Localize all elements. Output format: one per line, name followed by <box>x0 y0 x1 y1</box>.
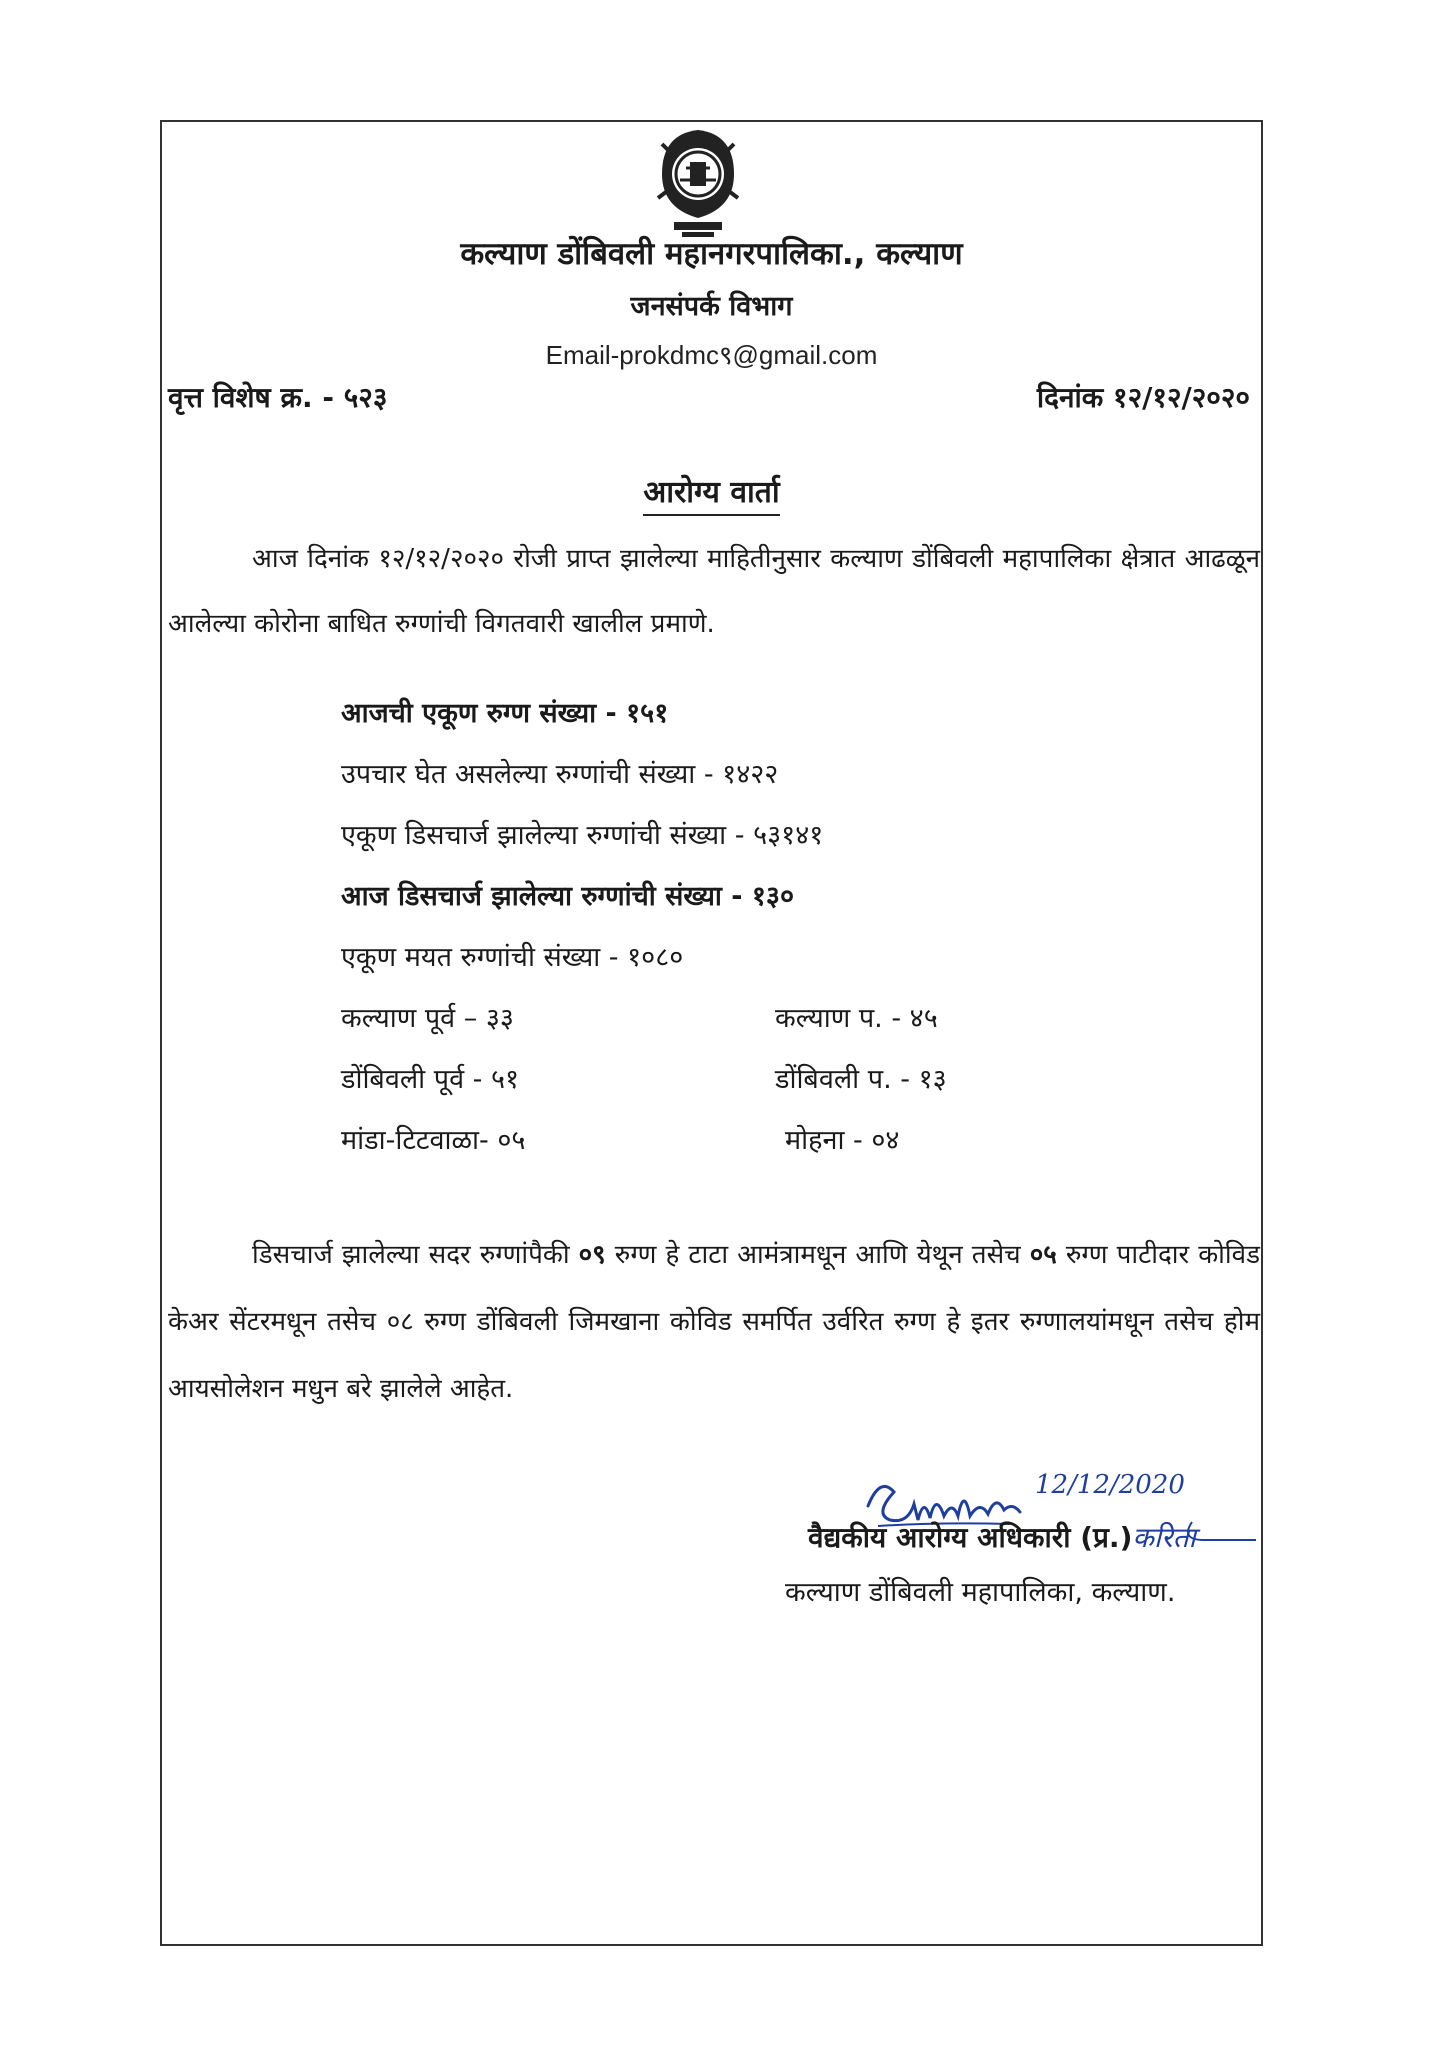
area-kalyan-east: कल्याण पूर्व – ३३ <box>341 1003 514 1034</box>
intro-paragraph: आज दिनांक १२/१२/२०२० रोजी प्राप्त झालेल्या माहितीनुसार कल्याण डोंबिवली महापालिका क्षेत्रात आढळून आलेल्या कोरोना बाधित रुग्णांची विगतवारी खालील प्रमाणे. <box>168 544 1260 639</box>
officer-title-text: वैद्यकीय आरोग्य अधिकारी (प्र.) <box>808 1521 1133 1554</box>
municipal-emblem-icon <box>652 122 744 240</box>
organization-name: कल्याण डोंबिवली महानगरपालिका., कल्याण <box>460 236 963 272</box>
closing-text-3: रुग्ण पाटीदार कोविड केअर सेंटरमधून तसेच ०८ रुग्ण डोंबिवली जिमखाना कोविड समर्पित उर्वरित रुग्ण हे इतर रुग्णालयांमधून तसेच होम आयसोलेशन मधुन बरे झालेले आहेत. <box>168 1240 1261 1404</box>
closing-text-2: रुग्ण हे टाटा आमंत्रामधून आणि येथून तसेच <box>605 1240 1030 1270</box>
stat-under-treatment: उपचार घेत असलेल्या रुग्णांची संख्या - १४२२ <box>341 759 779 790</box>
karita-annotation: करिता <box>1132 1521 1196 1554</box>
closing-text-1: डिसचार्ज झालेल्या सदर रुग्णांपैकी <box>252 1240 579 1270</box>
officer-title <box>808 1518 1196 1556</box>
signature-date: 12/12/2020 <box>1035 1470 1185 1500</box>
area-dombivli-east: डोंबिवली पूर्व - ५१ <box>341 1064 520 1095</box>
area-kalyan-west: कल्याण प. - ४५ <box>775 1003 938 1034</box>
department-name: जनसंपर्क विभाग <box>630 291 793 322</box>
reference-number: वृत्त विशेष क्र. - ५२३ <box>168 381 388 414</box>
stat-today-total: आजची एकूण रुग्ण संख्या - १५१ <box>341 698 669 729</box>
document-title <box>160 470 1263 511</box>
closing-count-1: ०९ <box>578 1240 606 1270</box>
area-manda-titwala: मांडा-टिटवाळा- ०५ <box>341 1125 526 1156</box>
closing-paragraph <box>168 1222 1260 1423</box>
stat-total-discharged: एकूण डिसचार्ज झालेल्या रुग्णांची संख्या - ५३१४१ <box>341 820 824 851</box>
stat-today-discharged: आज डिसचार्ज झालेल्या रुग्णांची संख्या - १३० <box>341 881 795 912</box>
area-mohana: मोहना - ०४ <box>785 1125 900 1156</box>
stat-total-deaths: एकूण मयत रुग्णांची संख्या - १०८० <box>341 942 684 973</box>
reference-date: दिनांक १२/१२/२०२० <box>1036 381 1250 414</box>
document-title-text: आरोग्य वार्ता <box>643 475 779 516</box>
office-name: कल्याण डोंबिवली महापालिका, कल्याण. <box>785 1577 1176 1608</box>
area-dombivli-west: डोंबिवली प. - १३ <box>775 1064 947 1095</box>
contact-email: Email-prokdmc९@gmail.com <box>545 340 878 370</box>
closing-count-2: ०५ <box>1029 1240 1057 1270</box>
